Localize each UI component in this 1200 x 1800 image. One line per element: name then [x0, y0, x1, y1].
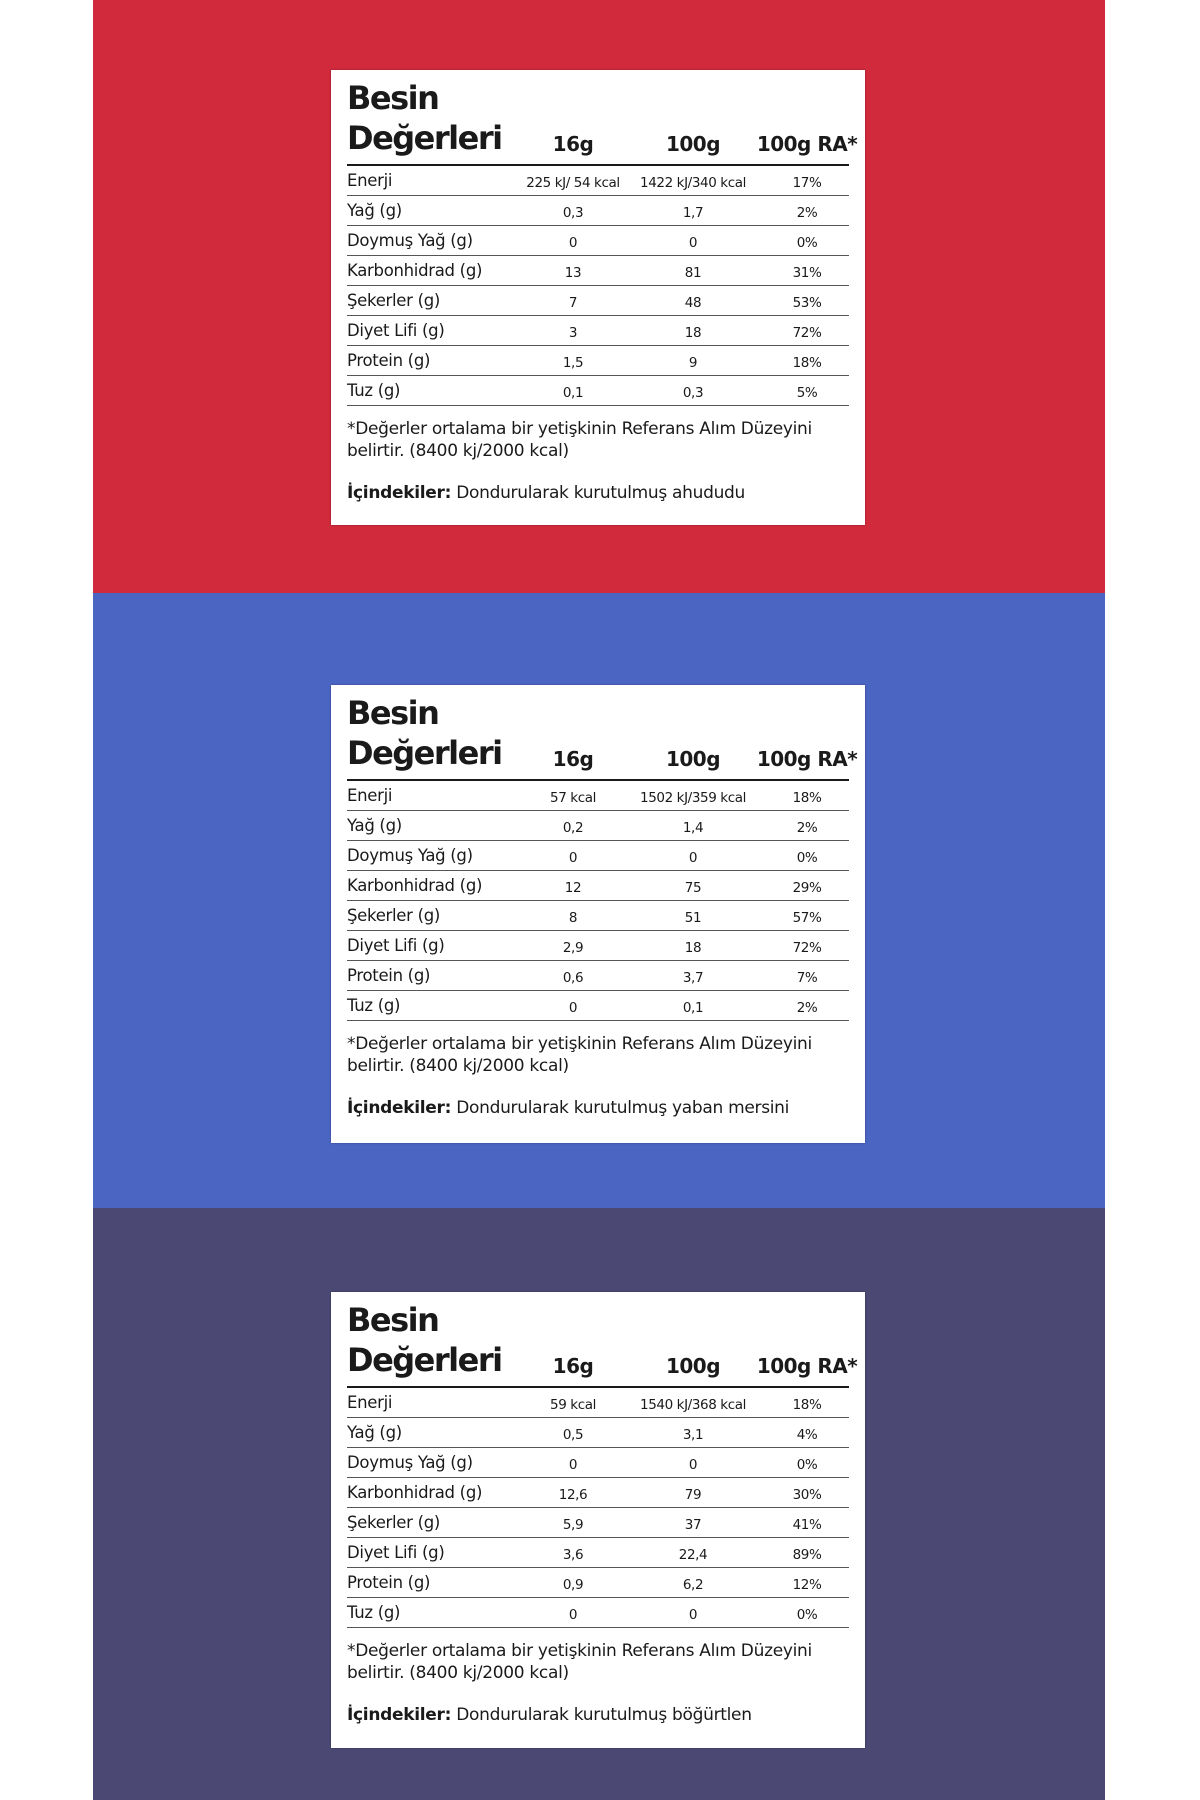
value-ra-percent: 4%: [796, 1427, 818, 1443]
nutrient-name: Tuz (g): [347, 1603, 401, 1622]
nutrient-row: [347, 811, 849, 841]
value-ra-percent: 30%: [792, 1487, 822, 1503]
nutrition-label: [331, 1292, 865, 1748]
value-100g: 0: [688, 1607, 698, 1623]
nutrient-row: [347, 166, 849, 196]
footnote: *Değerler ortalama bir yetişkinin Referans Alım Düzeyini belirtir. (8400 kj/2000 kcal): [347, 1641, 812, 1683]
value-100g: 81: [684, 265, 702, 281]
nutrient-name: Yağ (g): [347, 201, 402, 220]
nutrient-name: Şekerler (g): [347, 291, 441, 310]
title-line-2: Değerleri: [347, 734, 502, 772]
value-ra-percent: 17%: [792, 175, 822, 191]
nutrient-name: Enerji: [347, 786, 393, 805]
nutrient-row: [347, 286, 849, 316]
value-16g: 59 kcal: [550, 1397, 596, 1413]
value-16g: 0: [568, 235, 578, 251]
nutrient-name: Karbonhidrad (g): [347, 1483, 483, 1502]
nutrient-name: Doymuş Yağ (g): [347, 231, 473, 250]
label-header: [347, 693, 858, 781]
purple-panel: [93, 1208, 1105, 1800]
nutrient-name: Karbonhidrad (g): [347, 876, 483, 895]
value-ra-percent: 0%: [796, 1457, 818, 1473]
value-16g: 5,9: [562, 1517, 584, 1533]
nutrient-name: Şekerler (g): [347, 906, 441, 925]
nutrient-name: Diyet Lifi (g): [347, 1543, 445, 1562]
nutrition-label: [331, 70, 865, 525]
nutrition-label: [331, 685, 865, 1143]
ingredients-label: İçindekiler:: [347, 483, 452, 503]
column-header-16g: 16g: [552, 1354, 594, 1378]
nutrient-row: [347, 1598, 849, 1628]
ingredients-text: Dondurularak kurutulmuş yaban mersini: [451, 1098, 790, 1118]
value-ra-percent: 57%: [792, 910, 822, 926]
value-16g: 2,9: [562, 940, 584, 956]
value-100g: 1540 kJ/368 kcal: [640, 1397, 746, 1413]
nutrient-name: Şekerler (g): [347, 1513, 441, 1532]
value-16g: 12,6: [558, 1487, 588, 1503]
ingredients-label: İçindekiler:: [347, 1705, 452, 1725]
value-ra-percent: 0%: [796, 235, 818, 251]
value-16g: 0: [568, 1607, 578, 1623]
value-100g: 0: [688, 1457, 698, 1473]
value-16g: 0: [568, 1000, 578, 1016]
footnote: *Değerler ortalama bir yetişkinin Referans Alım Düzeyini belirtir. (8400 kj/2000 kcal): [347, 1034, 812, 1076]
value-16g: 0,6: [562, 970, 584, 986]
ingredients: [347, 1704, 849, 1726]
value-16g: 1,5: [562, 355, 584, 371]
title-line-2: Değerleri: [347, 119, 502, 157]
value-16g: 0,5: [562, 1427, 584, 1443]
value-ra-percent: 41%: [792, 1517, 822, 1533]
nutrient-row: [347, 316, 849, 346]
nutrient-row: [347, 1418, 849, 1448]
value-100g: 6,2: [682, 1577, 704, 1593]
value-100g: 79: [684, 1487, 702, 1503]
value-ra-percent: 7%: [796, 970, 818, 986]
label-header: [347, 78, 858, 166]
nutrient-row: [347, 961, 849, 991]
value-16g: 0,9: [562, 1577, 584, 1593]
nutrient-row: [347, 1388, 849, 1418]
value-ra-percent: 18%: [792, 790, 822, 806]
nutrient-name: Diyet Lifi (g): [347, 321, 445, 340]
title-line-1: Besin: [347, 694, 439, 732]
nutrient-row: [347, 1538, 849, 1568]
value-16g: 3: [568, 325, 578, 341]
value-100g: 0,1: [682, 1000, 704, 1016]
nutrient-row: [347, 901, 849, 931]
title-line-2: Değerleri: [347, 1341, 502, 1379]
value-100g: 1422 kJ/340 kcal: [640, 175, 746, 191]
nutrient-row: [347, 376, 849, 406]
value-100g: 1502 kJ/359 kcal: [640, 790, 746, 806]
value-16g: 13: [564, 265, 582, 281]
footnote: *Değerler ortalama bir yetişkinin Referans Alım Düzeyini belirtir. (8400 kj/2000 kcal): [347, 419, 812, 461]
ingredients-text: Dondurularak kurutulmuş ahududu: [451, 483, 746, 503]
nutrient-row: [347, 256, 849, 286]
nutrient-row: [347, 1478, 849, 1508]
value-16g: 0,3: [562, 205, 584, 221]
nutrient-name: Doymuş Yağ (g): [347, 846, 473, 865]
value-100g: 0: [688, 850, 698, 866]
value-ra-percent: 31%: [792, 265, 822, 281]
nutrient-name: Tuz (g): [347, 996, 401, 1015]
value-ra-percent: 53%: [792, 295, 822, 311]
value-16g: 225 kJ/ 54 kcal: [526, 175, 620, 191]
value-100g: 0: [688, 235, 698, 251]
value-16g: 8: [568, 910, 578, 926]
nutrient-name: Diyet Lifi (g): [347, 936, 445, 955]
value-16g: 12: [564, 880, 582, 896]
nutrient-row: [347, 346, 849, 376]
column-header-16g: 16g: [552, 132, 594, 156]
nutrient-row: [347, 781, 849, 811]
column-header-100g: 100g: [665, 747, 721, 771]
nutrient-name: Karbonhidrad (g): [347, 261, 483, 280]
nutrient-name: Yağ (g): [347, 1423, 402, 1442]
column-header-ra: 100g RA*: [756, 132, 858, 156]
nutrient-name: Enerji: [347, 1393, 393, 1412]
nutrient-row: [347, 871, 849, 901]
nutrient-row: [347, 196, 849, 226]
title-line-1: Besin: [347, 79, 439, 117]
label-title: [347, 1300, 502, 1380]
nutrient-row: [347, 991, 849, 1021]
value-100g: 37: [684, 1517, 702, 1533]
value-16g: 0,2: [562, 820, 584, 836]
ingredients: [347, 482, 849, 504]
value-ra-percent: 72%: [792, 940, 822, 956]
nutrient-name: Protein (g): [347, 1573, 431, 1592]
nutrient-name: Yağ (g): [347, 816, 402, 835]
red-panel: [93, 0, 1105, 593]
value-ra-percent: 18%: [792, 355, 822, 371]
value-100g: 48: [684, 295, 702, 311]
nutrient-name: Enerji: [347, 171, 393, 190]
value-16g: 57 kcal: [550, 790, 596, 806]
nutrient-name: Protein (g): [347, 966, 431, 985]
label-header: [347, 1300, 858, 1388]
ingredients: [347, 1097, 849, 1119]
ingredients-label: İçindekiler:: [347, 1098, 452, 1118]
value-ra-percent: 5%: [796, 385, 818, 401]
value-16g: 0: [568, 1457, 578, 1473]
value-ra-percent: 0%: [796, 1607, 818, 1623]
value-ra-percent: 2%: [796, 1000, 818, 1016]
value-100g: 9: [688, 355, 698, 371]
value-ra-percent: 2%: [796, 820, 818, 836]
column-header-16g: 16g: [552, 747, 594, 771]
label-title: [347, 693, 502, 773]
nutrient-row: [347, 1448, 849, 1478]
column-header-100g: 100g: [665, 1354, 721, 1378]
nutrient-row: [347, 1568, 849, 1598]
value-100g: 3,7: [682, 970, 704, 986]
column-header-ra: 100g RA*: [756, 747, 858, 771]
value-ra-percent: 72%: [792, 325, 822, 341]
value-ra-percent: 89%: [792, 1547, 822, 1563]
value-100g: 22,4: [678, 1547, 708, 1563]
value-16g: 0,1: [562, 385, 584, 401]
nutrient-row: [347, 1508, 849, 1538]
value-16g: 3,6: [562, 1547, 584, 1563]
label-title: [347, 78, 502, 158]
nutrient-name: Tuz (g): [347, 381, 401, 400]
value-100g: 51: [684, 910, 702, 926]
nutrient-row: [347, 841, 849, 871]
value-100g: 1,4: [682, 820, 704, 836]
value-ra-percent: 29%: [792, 880, 822, 896]
column-header-ra: 100g RA*: [756, 1354, 858, 1378]
value-100g: 75: [684, 880, 702, 896]
value-100g: 3,1: [682, 1427, 704, 1443]
title-line-1: Besin: [347, 1301, 439, 1339]
value-ra-percent: 12%: [792, 1577, 822, 1593]
value-100g: 18: [684, 325, 702, 341]
value-ra-percent: 18%: [792, 1397, 822, 1413]
value-ra-percent: 2%: [796, 205, 818, 221]
nutrient-name: Doymuş Yağ (g): [347, 1453, 473, 1472]
nutrient-row: [347, 931, 849, 961]
nutrient-name: Protein (g): [347, 351, 431, 370]
nutrient-row: [347, 226, 849, 256]
value-16g: 7: [568, 295, 578, 311]
value-ra-percent: 0%: [796, 850, 818, 866]
value-100g: 18: [684, 940, 702, 956]
column-header-100g: 100g: [665, 132, 721, 156]
value-100g: 1,7: [682, 205, 704, 221]
value-16g: 0: [568, 850, 578, 866]
blue-panel: [93, 593, 1105, 1208]
ingredients-text: Dondurularak kurutulmuş böğürtlen: [451, 1705, 752, 1725]
value-100g: 0,3: [682, 385, 704, 401]
